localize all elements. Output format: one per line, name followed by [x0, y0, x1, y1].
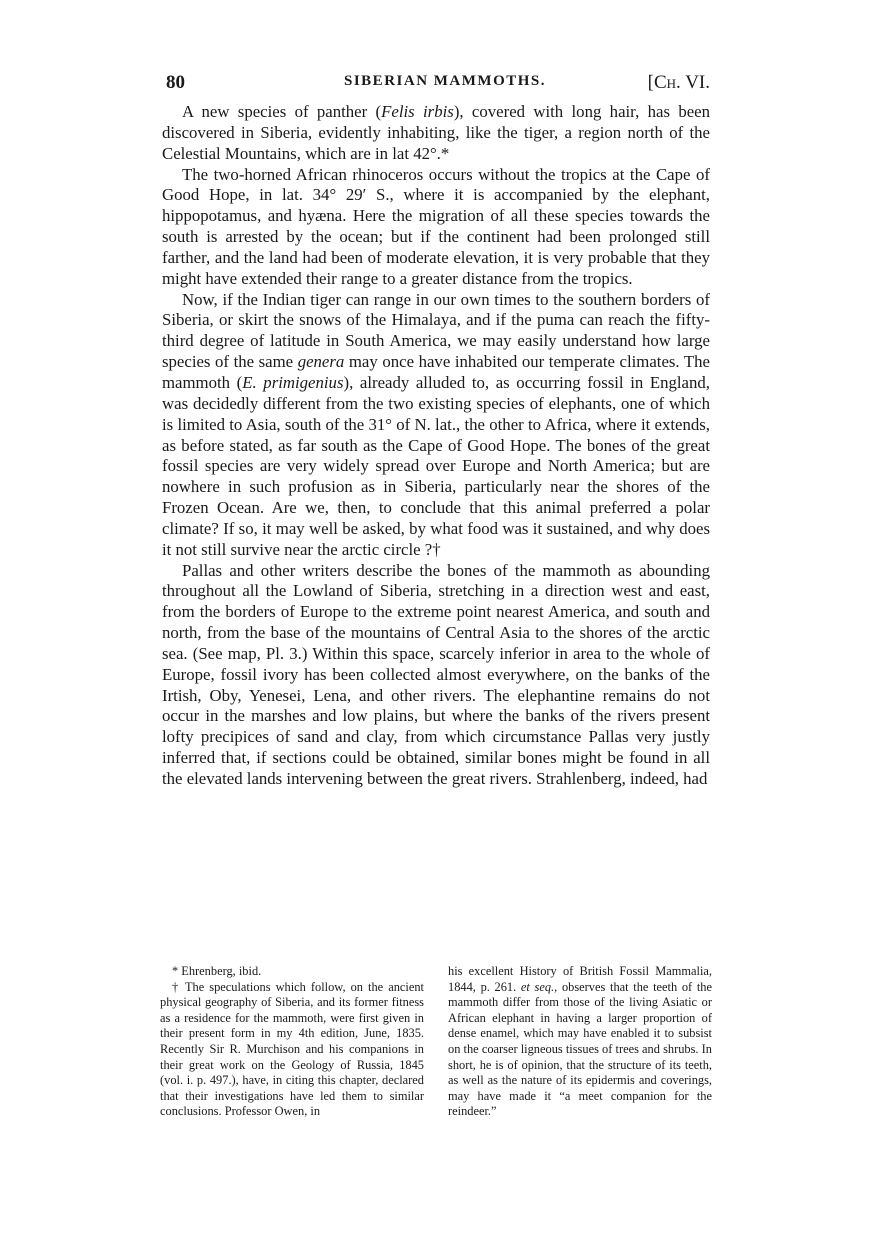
- paragraph: [162, 165, 710, 290]
- footnotes: [160, 964, 712, 1120]
- page-header: [166, 72, 710, 98]
- text-run: Pallas and other writers describe the bones of the mammoth as abounding throughout all the Lowland of Siberia, stretching in a direction west and east, from the borders of Europe to the extreme point nearest America, and south and north, from the base of the mountains of Central Asia to the shores of the arctic sea. (See map, Pl. 3.) Within this space, scarcely inferior in area to the whole of Europe, fossil ivory has been collected almost everywhere, on the banks of the Irtish, Oby, Yenesei, Lena, and other rivers. The elephantine remains do not occur in the marshes and low plains, but where the banks of the rivers present lofty precipices of sand and clay, from which circumstance Pallas very justly inferred that, if sections could be obtained, similar bones might be found in all the elevated lands intervening between the great rivers. Strahlenberg, indeed, had: [162, 560, 710, 788]
- footnote: [160, 980, 424, 1120]
- paragraph: [162, 561, 710, 790]
- text-run: , observes that the teeth of the mammoth differ from those of the living Asiatic or African elephant in having a larger proportion of dense enamel, which may have enabled it to subsist on the coarser ligneous tissues of trees and shrubs. In short, he is of opinion, that the structure of its teeth, as well as the nature of its epidermis and coverings, may have made it “a meet companion for the reindeer.”: [448, 979, 713, 1119]
- text-run: ), covered with long hair, has been discovered in Siberia, evidently inhabiting, like the tiger, a region north of the Celestial Mountains, which are in lat 42°.*: [162, 102, 710, 163]
- footnote: [160, 964, 424, 980]
- paragraph: [162, 102, 710, 165]
- text-run: * Ehrenberg, ibid.: [172, 964, 262, 978]
- italic-text: et seq.: [520, 979, 555, 994]
- italic-text: Felis irbis: [381, 102, 454, 121]
- text-run: ), already alluded to, as occurring fossil in England, was decidedly different from the two existing species of elephants, one of which is limited to Asia, south of the 31° of N. lat., the other to Africa, where it extends, as before stated, as far south as the Cape of Good Hope. The bones of the great fossil species are very widely spread over Europe and North America; but are nowhere in such profusion as in Siberia, particularly near the shores of the Frozen Ocean. Are we, then, to conclude that this animal preferred a polar climate? If so, it may well be asked, by what food was it sustained, and why does it not still survive near the arctic circle ?†: [162, 372, 710, 559]
- text-run: † The speculations which follow, on the ancient physical geography of Siberia, and its former fitness as a residence for the mammoth, were first given in their present form in my 4th edition, June, 1835. Recently Sir R. Murchison and his companions in their great work on the Geology of Russia, 1845 (vol. i. p. 497.), have, in citing this chapter, declared that their investigations have led them to similar conclusions. Professor Owen, in: [160, 979, 424, 1119]
- italic-text: genera: [297, 352, 345, 372]
- footnote-column-left: [160, 964, 424, 1120]
- chapter-label: [Ch. VI.: [647, 72, 710, 93]
- text-run: may once have inhabited our temperate climates. The mammoth (: [162, 352, 710, 392]
- footnote-column-right: [448, 964, 712, 1120]
- text-run: his excellent History of British Fossil Mammalia, 1844, p. 261.: [448, 964, 712, 994]
- paragraph: [162, 290, 710, 561]
- running-title: SIBERIAN MAMMOTHS.: [344, 73, 547, 89]
- footnote: [448, 964, 712, 1120]
- italic-text: E. primigenius: [242, 372, 344, 392]
- text-run: Now, if the Indian tiger can range in our own times to the southern borders of Siberia, or skirt the snows of the Himalaya, and if the puma can reach the fifty-third degree of latitude in South America, we may easily understand how large species of the same: [162, 289, 710, 372]
- page-number: 80: [166, 72, 185, 93]
- main-text: [162, 102, 710, 790]
- text-run: A new species of panther (: [182, 102, 382, 121]
- text-run: The two-horned African rhinoceros occurs without the tropics at the Cape of Good Hope, in lat. 34° 29′ S., where it is accompanied by the elephant, hippopotamus, and hyæna. Here the migration of all these species towards the south is arrested by the ocean; but if the continent had been prolonged still farther, and the land had been of moderate elevation, it is very probable that they might have extended their range to a greater distance from the tropics.: [162, 164, 710, 288]
